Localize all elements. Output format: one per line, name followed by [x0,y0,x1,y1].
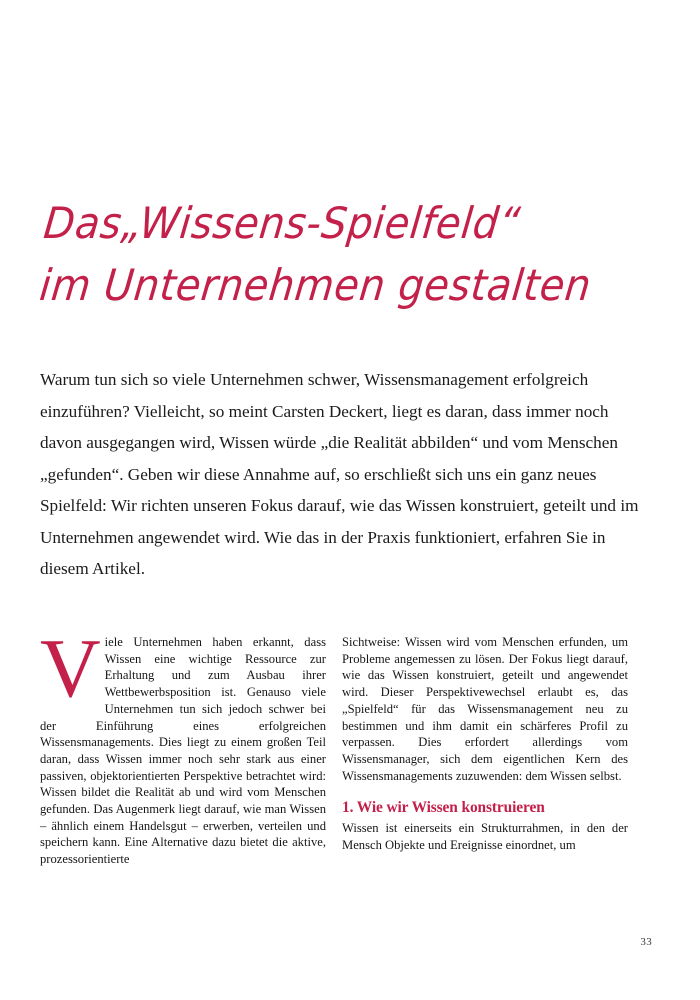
section-heading-1: 1. Wie wir Wissen konstruieren [342,799,545,817]
body-column-left [40,622,326,868]
page-title [37,196,650,314]
right-column-paragraph-2: Wissen ist einerseits ein Strukturrahmen, in den der Mensch Objekte und Ereignisse einordnet, um [342,821,628,853]
body-column-right [342,634,628,854]
left-column-paragraph [40,622,326,868]
page-title-line-2: im Unternehmen gestalten [37,261,594,311]
intro-paragraph: Warum tun sich so viele Unternehmen schwer, Wissensmanagement erfolgreich einzuführen? Vielleicht, so meint Carsten Deckert, liegt es daran, dass immer noch davon ausgegangen wird, Wissen würde „die Realität abbilden“ und vom Menschen „gefunden“. Geben wir diese Annahme auf, so erschließt sich uns ein ganz neues Spielfeld: Wir richten unseren Fokus darauf, wie das Wissen konstruiert, geteilt und im Unternehmen angewendet wird. Wie das in der Praxis funktioniert, erfahren Sie in diesem Artikel. [40,370,639,578]
page-title-line-1: Das„Wissens-Spielfeld“ [41,199,523,249]
right-column-paragraph-1: Sichtweise: Wissen wird vom Menschen erfunden, um Probleme angemessen zu lösen. Der Fokus liegt darauf, wie das Wissen konstruiert, geteilt und angewendet wird. Dieser Perspektivewechsel erlaubt es, das „Spielfeld“ für das Wissensmanagement neu zu bestimmen und ihm damit ein schärferes Profil zu verpassen. Dies erfordert allerdings vom Wissensmanager, sich dem eigentlichen Kern des Wissensmanagements zuzuwenden: dem Wissen selbst. [342,635,628,783]
left-column-text: iele Unternehmen haben erkannt, dass Wissen eine wichtige Ressource zur Erhaltung und zum Ausbau ihrer Wettbewerbsposition ist. Genauso viele Unternehmen tun sich jedoch schwer bei der Einführung eines erfolgreichen Wissensmanagements. Dies liegt zu einem großen Teil daran, dass Wissen immer noch sehr stark aus einer passiven, objektorientierten Perspektive betrachtet wird: Wissen bildet die Realität ab und wird vom Menschen gefunden. Das Augenmerk liegt darauf, wie man Wissen – ähnlich einem Handelsgut – erwerben, verteilen und speichern kann. Eine Alternative dazu bietet die aktive, prozessorientierte [40,635,326,867]
body-columns [40,622,652,890]
page-number: 33 [640,936,652,948]
drop-cap-letter: V [40,622,101,715]
